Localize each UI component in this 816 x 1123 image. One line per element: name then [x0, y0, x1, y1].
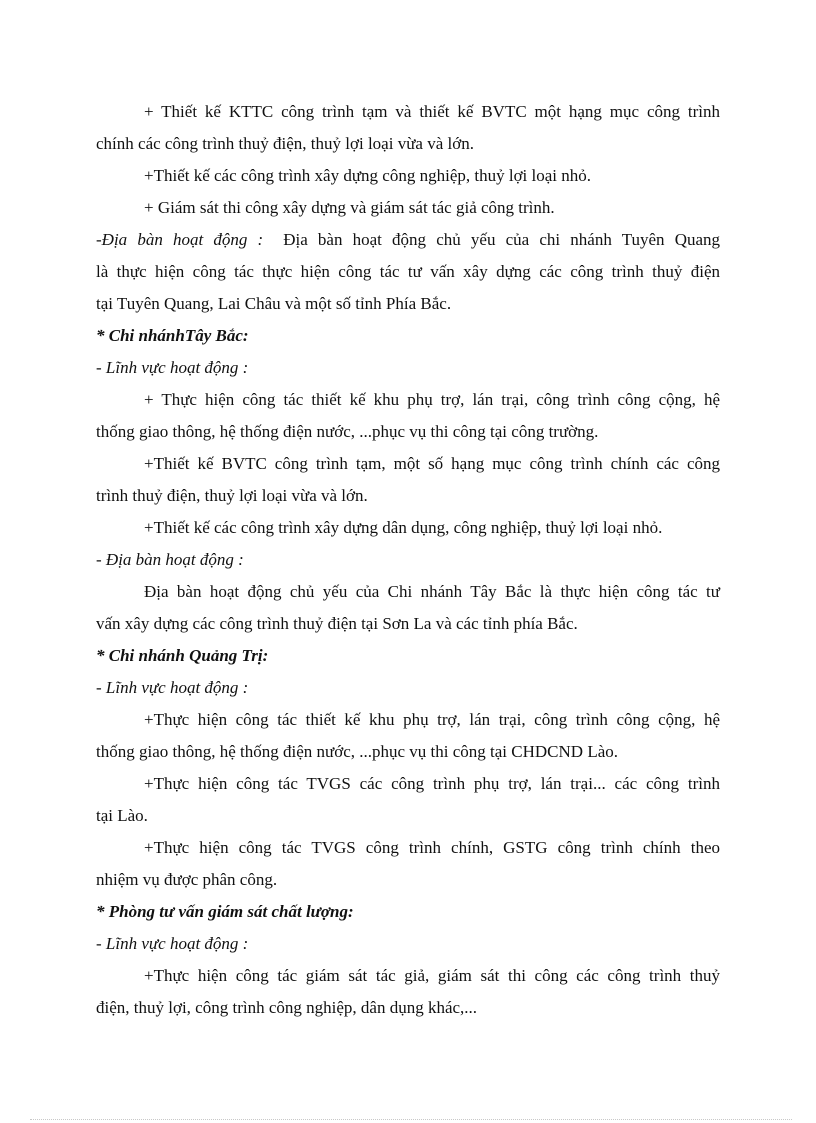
document-page — [96, 96, 720, 1024]
field-label: -Địa bàn hoạt động : — [96, 230, 264, 249]
section-heading: * Chi nhánh Quảng Trị: — [96, 646, 269, 665]
field-text: Địa bàn hoạt động chủ yếu của chi nhánh Tuyên Quang — [283, 230, 721, 249]
paragraph-line: + Thiết kế KTTC công trình tạm và thiết kế BVTC một hạng mục công trình — [144, 102, 720, 121]
field-label: - Lĩnh vực hoạt động : — [96, 358, 249, 377]
paragraph-line: +Thiết kế BVTC công trình tạm, một số hạng mục công trình chính các công — [144, 454, 720, 473]
paragraph-line: nhiệm vụ được phân công. — [96, 870, 278, 889]
paragraph-line: +Thiết kế các công trình xây dựng công nghiệp, thuỷ lợi loại nhỏ. — [144, 166, 592, 185]
paragraph-line: vấn xây dựng các công trình thuỷ điện tại Sơn La và các tỉnh phía Bắc. — [96, 614, 578, 633]
paragraph-line: tại Lào. — [96, 806, 148, 825]
paragraph-line: điện, thuỷ lợi, công trình công nghiệp, dân dụng khác,... — [96, 998, 478, 1017]
paragraph-line: thống giao thông, hệ thống điện nước, ...phục vụ thi công tại công trường. — [96, 422, 599, 441]
paragraph-line: chính các công trình thuỷ điện, thuỷ lợi loại vừa và lớn. — [96, 134, 474, 153]
paragraph-line: + Giám sát thi công xây dựng và giám sát tác giả công trình. — [144, 198, 555, 217]
paragraph-line: +Thực hiện công tác TVGS công trình chính, GSTG công trình chính theo — [144, 838, 720, 857]
paragraph-line: thống giao thông, hệ thống điện nước, ...phục vụ thi công tại CHDCND Lào. — [96, 742, 618, 761]
paragraph-line: +Thực hiện công tác thiết kế khu phụ trợ, lán trại, công trình công cộng, hệ — [144, 710, 720, 729]
section-heading: * Phòng tư vấn giám sát chất lượng: — [96, 902, 354, 921]
field-label: - Lĩnh vực hoạt động : — [96, 934, 249, 953]
paragraph-line: tại Tuyên Quang, Lai Châu và một số tỉnh Phía Bắc. — [96, 294, 452, 313]
page-bottom-divider — [30, 1119, 792, 1120]
field-label: - Địa bàn hoạt động : — [96, 550, 244, 569]
paragraph-line: + Thực hiện công tác thiết kế khu phụ trợ, lán trại, công trình công cộng, hệ — [144, 390, 720, 409]
paragraph-line: trình thuỷ điện, thuỷ lợi loại vừa và lớn. — [96, 486, 368, 505]
paragraph-line: +Thực hiện công tác giám sát tác giả, giám sát thi công các công trình thuỷ — [144, 966, 720, 985]
field-label: - Lĩnh vực hoạt động : — [96, 678, 249, 697]
paragraph-line: +Thiết kế các công trình xây dựng dân dụng, công nghiệp, thuỷ lợi loại nhỏ. — [144, 518, 663, 537]
paragraph-line: là thực hiện công tác thực hiện công tác tư vấn xây dựng các công trình thuỷ điện — [96, 262, 720, 281]
paragraph-line: Địa bàn hoạt động chủ yếu của Chi nhánh Tây Bắc là thực hiện công tác tư — [144, 582, 720, 601]
paragraph-line — [96, 224, 720, 256]
section-heading: * Chi nhánhTây Bắc: — [96, 326, 249, 345]
paragraph-line: +Thực hiện công tác TVGS các công trình phụ trợ, lán trại... các công trình — [144, 774, 720, 793]
